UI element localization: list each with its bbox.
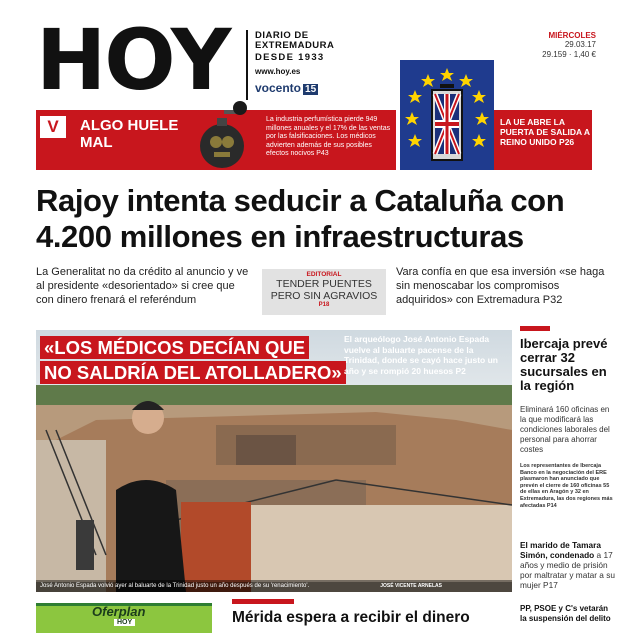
photo-quote-line2: NO SALDRÍA DEL ATOLLADERO» — [40, 361, 346, 384]
photo-caption — [36, 580, 512, 592]
newspaper-logo: HOY — [36, 11, 230, 109]
eu-flag-door-image — [400, 60, 494, 175]
oferplan-logo-text: Oferplan — [92, 604, 146, 619]
ibercaja-body: Los representantes de Ibercaja Banco en la negociación del ERE plasmaron han anunciado que prevén el cierre de 160 oficinas 55 de ellas en Aragón y 32 en Extremadura, las dos regiones más afectadas P14 — [520, 463, 613, 509]
photo-caption-text: José Antonio Espada volvió ayer al baluarte de la Trinidad justo un año después de su 'renacimiento'. — [40, 583, 310, 589]
ibercaja-rule — [520, 326, 550, 331]
tamara-story[interactable] — [520, 540, 616, 590]
promo-ue-text[interactable]: LA UE ABRE LA PUERTA DE SALIDA A REINO UNIDO P26 — [500, 117, 590, 147]
masthead-subtitle-line1: DIARIO DE — [255, 30, 309, 41]
promo-algo-text: La industria perfumística pierde 949 millones anuales y el 17% de las ventas por las falsificaciones. Los médicos advierten además de sus posibles efectos nocivos P43 — [266, 116, 391, 158]
tamara-headline: El marido de Tamara Simón, condenado — [520, 540, 601, 560]
masthead-url[interactable]: www.hoy.es — [255, 67, 301, 76]
masthead-subtitle — [255, 31, 334, 51]
pp-story[interactable]: PP, PSOE y C's vetarán la suspensión del delito — [520, 604, 611, 623]
lead-left-text: La Generalitat no da crédito al anuncio y ve al presidente «desorientado» si cree que con dinero frenará el referéndum — [36, 266, 249, 306]
editorial-title: TENDER PUENTES PERO SIN AGRAVIOS — [270, 278, 378, 302]
promo-algo-title[interactable]: ALGO HUELE MAL — [80, 117, 179, 151]
tamara-text: a 17 años y medio de prisión por maltratar y matar a su mujer P17 — [520, 550, 615, 590]
editorial-label: EDITORIAL — [306, 271, 342, 278]
oferplan-hoy-badge: HOY — [114, 619, 135, 626]
editorial-page: P18 — [318, 302, 330, 308]
merida-rule — [232, 599, 294, 604]
photo-intro: El arqueólogo José Antonio Espada vuelve al baluarte pacense de la Trinidad, donde se cayó hace justo un año y se rompió 20 huesos P2 — [344, 334, 498, 376]
photo-quote-line1: «LOS MÉDICOS DECÍAN QUE — [40, 336, 309, 359]
lead-right-text: Vara confía en que esa inversión «se haga sin menoscabar los compromisos adquiridos» con Extremadura P32 — [396, 266, 605, 306]
vocento-badge: 15 — [305, 84, 317, 95]
issue-number-price: 29.159 · 1,40 € — [542, 50, 596, 59]
masthead-divider — [246, 30, 248, 100]
issue-date: 29.03.17 — [564, 40, 596, 49]
lead-headline[interactable]: Rajoy intenta seducir a Cataluña con 4.200 millones en infraestructuras — [36, 183, 565, 254]
photo-quote[interactable] — [40, 336, 342, 384]
masthead-since: DESDE 1933 — [255, 52, 325, 63]
masthead-subtitle-line2: EXTREMADURA — [255, 40, 335, 51]
issue-day: MIÉRCOLES — [548, 31, 596, 40]
vocento-text: vocento — [255, 81, 302, 95]
ibercaja-headline[interactable]: Ibercaja prevé cerrar 32 sucursales en la región — [520, 336, 608, 393]
vocento-logo — [255, 81, 318, 95]
ibercaja-lede: Eliminará 160 oficinas en la que modificará las condiciones laborales del personal para ahorrar costes — [520, 405, 610, 454]
photo-credit: JOSÉ VICENTE ARNELAS — [380, 583, 442, 589]
v-section-mark: V — [40, 116, 66, 138]
perfume-bomb-icon — [192, 100, 262, 175]
editorial-box[interactable] — [262, 269, 386, 315]
merida-headline[interactable]: Mérida espera a recibir el dinero — [232, 609, 470, 626]
